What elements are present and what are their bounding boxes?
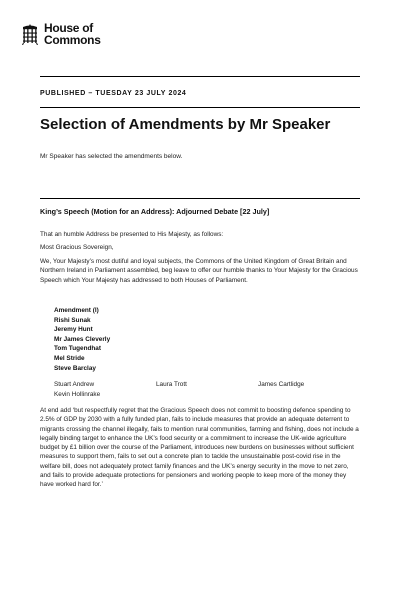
- header-divider: [40, 107, 360, 108]
- amendment-label: Amendment (l): [54, 307, 99, 314]
- sponsor-name: Rishi Sunak: [54, 316, 91, 324]
- address-body: We, Your Majesty’s most dutiful and loyal subjects, the Commons of the United Kingdom of Great Britain and Northern Ireland in Parliament assembled, beg leave to offer our humble thanks to Your Majesty for the Gracious Speech which Your Majesty has addressed to both Houses of Parliament.: [40, 258, 358, 284]
- salutation: Most Gracious Sovereign,: [40, 244, 114, 251]
- intro-text: Mr Speaker has selected the amendments below.: [40, 153, 183, 160]
- amendment-text: At end add ‘but respectfully regret that the Gracious Speech does not commit to boosting defence spending to 2.5% of GDP by 2030 with a fully funded plan, fails to include measures that provide an adequate deterrent to migrants crossing the channel illegally, fails to mention rural communities, farming and fishing, does not include a legally binding target to enhance the UK’s food security or a commitment to increase the UK-wide agriculture budget by £1 billion over the course of the Parliament, introduces new burdens on businesses without sufficient measures to support them, fails to set out a concrete plan to tackle the unsustainable post-covid rise in the welfare bill, does not adequately protect family finances and the UK’s energy security in the move to net zero, and fails to provide adequate protections for pensioners and working people to keep more of the money they have worked hard for.’: [40, 407, 359, 489]
- supporter-name: Laura Trott: [156, 381, 187, 388]
- section-divider: [40, 198, 360, 199]
- sponsor-name: Tom Tugendhat: [54, 345, 101, 353]
- portcullis-icon: [20, 23, 40, 45]
- sponsor-name: Steve Barclay: [54, 364, 96, 372]
- debate-heading: King’s Speech (Motion for an Address): Adjourned Debate [22 July]: [40, 207, 270, 216]
- supporter-name: James Cartlidge: [258, 381, 305, 388]
- page-title: Selection of Amendments by Mr Speaker: [40, 116, 331, 133]
- sponsor-name: Jeremy Hunt: [54, 326, 93, 334]
- supporter-name: Kevin Hollinrake: [54, 391, 101, 398]
- logo-line-2: Commons: [44, 33, 101, 47]
- supporters-block: [54, 380, 360, 400]
- address-intro: That an humble Address be presented to His Majesty, as follows:: [40, 231, 224, 238]
- logo-wordmark: [44, 22, 101, 46]
- published-date: PUBLISHED – TUESDAY 23 JULY 2024: [40, 90, 187, 97]
- sponsor-name: Mr James Cleverly: [54, 335, 111, 343]
- logo-line-1: House of: [44, 21, 93, 35]
- sponsor-name: Mel Stride: [54, 354, 85, 362]
- amendment-block: [54, 306, 110, 373]
- house-of-commons-logo: [20, 22, 101, 46]
- supporter-name: Stuart Andrew: [54, 381, 95, 388]
- top-divider: [40, 76, 360, 77]
